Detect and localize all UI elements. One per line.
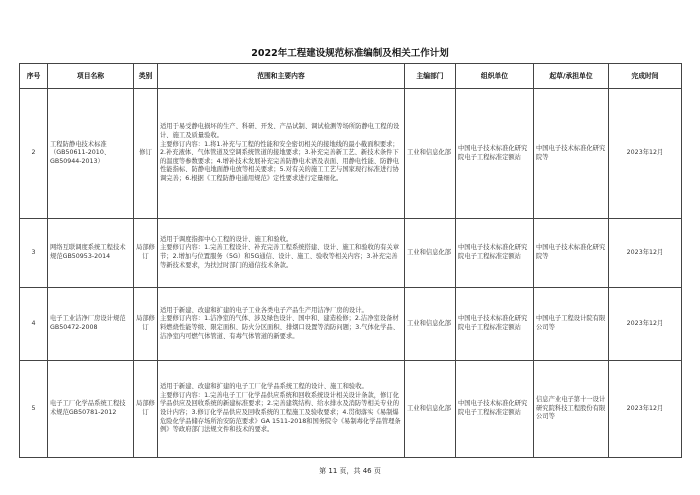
row-category: 修订 (134, 89, 158, 219)
row-category: 局部修订 (134, 219, 158, 288)
table-row (20, 219, 682, 288)
row-deadline: 2023年12月 (609, 361, 682, 458)
row-org: 中国电子技术标准化研究院电子工程标准定额站 (456, 288, 534, 361)
row-name: 工程防静电技术标准（GB50611-2010、GB50944-2013） (48, 89, 134, 219)
row-name: 电子工业洁净厂房设计规范GB50472-2008 (48, 288, 134, 361)
header-deadline: 完成时间 (609, 64, 682, 89)
row-no: 5 (20, 361, 48, 458)
row-no: 4 (20, 288, 48, 361)
header-row (20, 64, 682, 89)
row-scope: 适用于调度指挥中心工程的设计、施工和验收。 主要修订内容：1.完善工程设计、补充完善工程系统搭建、设计、施工和验收的有关章节；2.增加与位置服务（5G）和5G通信、设计、施工、验收等相关内容；3.补充完善等新技术要求，为扶过时部门的通信技术条款。 (158, 219, 405, 288)
header-org: 组织单位 (456, 64, 534, 89)
header-no: 序号 (20, 64, 48, 89)
row-dept: 工业和信息化部 (405, 361, 456, 458)
row-dept: 工业和信息化部 (405, 219, 456, 288)
row-deadline: 2023年12月 (609, 219, 682, 288)
row-deadline: 2023年12月 (609, 288, 682, 361)
table-row (20, 361, 682, 458)
header-name: 项目名称 (48, 64, 134, 89)
row-org: 中国电子技术标准化研究院电子工程标准定额站 (456, 219, 534, 288)
row-name: 网络互联调度系统工程技术规范GB50953-2014 (48, 219, 134, 288)
row-name: 电子工厂化学品系统工程技术规范GB50781-2012 (48, 361, 134, 458)
row-drafter: 中国电子技术标准化研究院等 (534, 219, 609, 288)
work-plan-table (19, 63, 682, 458)
header-drafter: 起草/承担单位 (534, 64, 609, 89)
row-drafter: 中国电子工程设计院有限公司等 (534, 288, 609, 361)
header-dept: 主编部门 (405, 64, 456, 89)
row-scope: 适用于易受静电损坏的生产、科研、开发、产品试制、调试检测等场所防静电工程的设计、施工及质量验收。 主要修订内容：1.将1.补充与工程的性能和安全密切相关的接地线的最小截面积要求；2.补充液体、气体管道及空调系统管道的接地要求；3.补充完善新工艺、新技术条件下的温度等参数要求；4.增补技术发展补充完善防静电术语及表面、用静电性能、防静电性能指标、防静电地面静电放等相关要求；5.对有关的施工工艺与国家现行标准进行协调完善；6.根据《工程防静电通用规范》定性要求进行定量细化。 (158, 89, 405, 219)
row-deadline: 2023年12月 (609, 89, 682, 219)
table-row (20, 89, 682, 219)
header-category: 类别 (134, 64, 158, 89)
row-org: 中国电子技术标准化研究院电子工程标准定额站 (456, 361, 534, 458)
row-scope: 适用于新建、改建和扩建的电子工厂化学品系统工程的设计、施工和验收。 主要修订内容：1.完善电子工厂化学品供应系统和回收系统设计相关设计条款，修订化学品供应及回收系统的新建标准要求；2.完善建筑结构、给水排水及消防等相关专业的设计内容；3.修订化学品供应及回收系统的工程施工及验收要求；4.贯彻落实《易制爆危险化学品储存场所治安防范要求》GA 1511-2018和国务院令《易制毒化学品管理条例》等政府部门法规文件和技术的要求。 (158, 361, 405, 458)
page-number: 第 11 页，共 46 页 (319, 467, 381, 475)
row-org: 中国电子技术标准化研究院电子工程标准定额站 (456, 89, 534, 219)
row-scope: 适用于新建、改建和扩建的电子工业各类电子产品生产用洁净厂房的设计。 主要修订内容：1.洁净室的气体、涉及绿色设计、国中和、建造检修；2.洁净室设备材料燃烧性能等级、限定面积、防火分区面积、排烟口设置等消防问题；3.气体化学品、洁净室内可燃气体管道、有毒气体管道的新要求。 (158, 288, 405, 361)
row-category: 局部修订 (134, 288, 158, 361)
table-row (20, 288, 682, 361)
row-no: 3 (20, 219, 48, 288)
row-no: 2 (20, 89, 48, 219)
row-category: 局部修订 (134, 361, 158, 458)
row-dept: 工业和信息化部 (405, 89, 456, 219)
row-dept: 工业和信息化部 (405, 288, 456, 361)
header-scope: 范围和主要内容 (158, 64, 405, 89)
row-drafter: 信息产业电子第十一设计研究院科技工程股份有限公司等 (534, 361, 609, 458)
document-title: 2022年工程建设规范标准编制及相关工作计划 (251, 48, 449, 59)
row-drafter: 中国电子技术标准化研究院等 (534, 89, 609, 219)
